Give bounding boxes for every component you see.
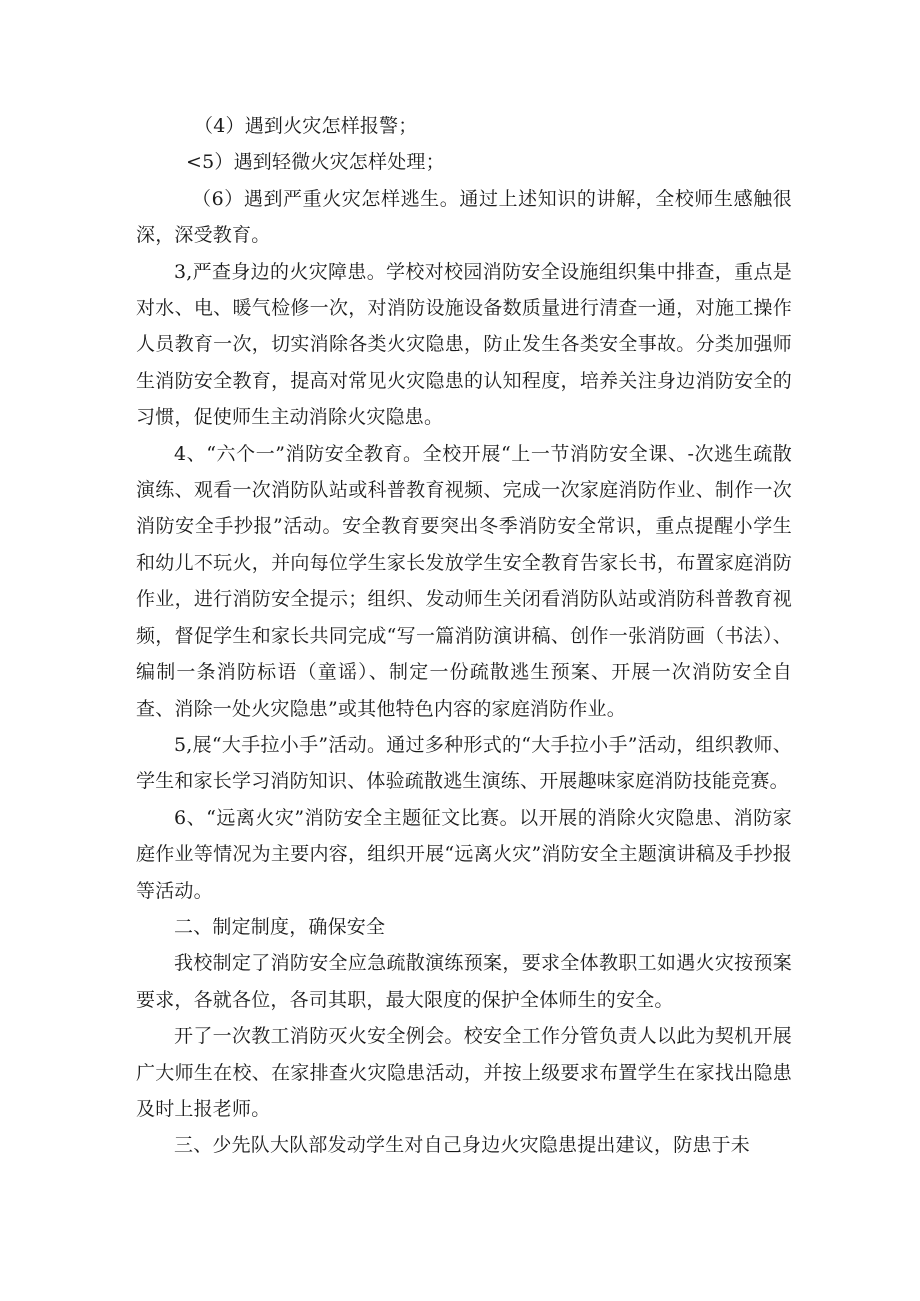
- list-item-5: <5）遇到轻微火灾怎样处理；: [186, 151, 445, 174]
- document-body: [136, 108, 792, 1164]
- section-5-paragraph: 5,展“大手拉小手”活动。通过多种形式的“大手拉小手”活动，组织教师、学生和家长学习消防知识、体验疏散逃生演练、开展趣味家庭消防技能竞赛。: [136, 733, 792, 793]
- list-item-4: （4）遇到火灾怎样报警；: [194, 115, 418, 137]
- section-4-paragraph: 4、“六个一”消防安全教育。全校开展“上一节消防安全课、-次逃生疏散演练、观看一次消防队站或科普教育视频、完成一次家庭消防作业、制作一次消防安全手抄报”活动。安全教育要突出冬季消防安全常识，重点提醒小学生和幼儿不玩火，并向每位学生家长发放学生安全教育告家长书，布置家庭消防作业，进行消防安全提示；组织、发动师生关闭看消防队站或消防科普教育视频，督促学生和家长共同完成“写一篇消防演讲稿、创作一张消防画（书法）、编制一条消防标语（童谣）、制定一份疏散逃生预案、开展一次消防安全自查、消除一处火灾隐患”或其他特色内容的家庭消防作业。: [136, 442, 792, 720]
- meeting-paragraph: 开了一次教工消防灭火安全例会。校安全工作分管负责人以此为契机开展广大师生在校、在家排查火灾隐患活动，并按上级要求布置学生在家找出隐患及时上报老师。: [136, 1025, 792, 1120]
- heading-3-paragraph: 三、少先队大队部发动学生对自己身边火灾隐患提出建议，防患于未: [174, 1134, 751, 1157]
- section-6-paragraph: 6、“远离火灾”消防安全主题征文比赛。以开展的消除火灾隐患、消防家庭作业等情况为主要内容，组织开展“远离火灾”消防安全主题演讲稿及手抄报等活动。: [136, 806, 792, 902]
- plan-paragraph: 我校制定了消防安全应急疏散演练预案，要求全体教职工如遇火灾按预案要求，各就各位，各司其职，最大限度的保护全体师生的安全。: [136, 952, 792, 1011]
- list-item-6: （6）遇到严重火灾怎样逃生。通过上述知识的讲解，全校师生感触很深，深受教育。: [136, 187, 792, 247]
- section-3-paragraph: 3,严查身边的火灾障患。学校对校园消防安全设施组织集中排查，重点是对水、电、暖气检修一次，对消防设施设备数质量进行清查一通，对施工操作人员教育一次，切实消除各类火灾隐患，防止发生各类安全事故。分类加强师生消防安全教育，提高对常见火灾隐患的认知程度，培养关注身边消防安全的习惯，促使师生主动消除火灾隐患。: [136, 260, 792, 429]
- heading-2: 二、制定制度，确保安全: [174, 915, 386, 938]
